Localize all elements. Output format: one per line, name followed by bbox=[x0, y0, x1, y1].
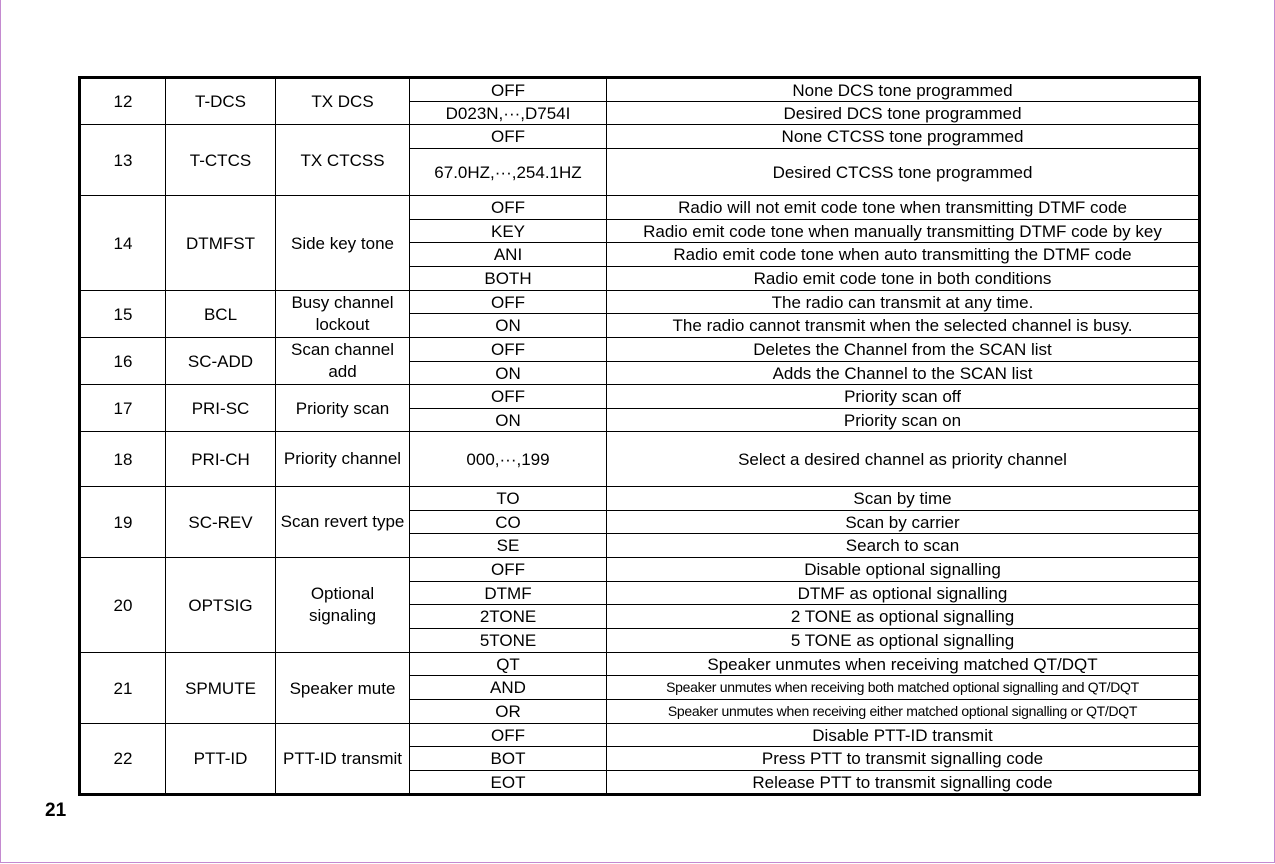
option-description: Deletes the Channel from the SCAN list bbox=[607, 338, 1200, 362]
menu-function: Optional signaling bbox=[276, 558, 410, 653]
menu-code: PTT-ID bbox=[166, 724, 276, 795]
menu-function: Priority channel bbox=[276, 432, 410, 487]
option-description: Radio will not emit code tone when transmitting DTMF code bbox=[607, 196, 1200, 220]
option-value: OFF bbox=[410, 338, 607, 362]
option-description: Disable optional signalling bbox=[607, 558, 1200, 582]
menu-function: Scan channel add bbox=[276, 338, 410, 385]
menu-number: 12 bbox=[80, 78, 166, 125]
option-description: Radio emit code tone when manually transmitting DTMF code by key bbox=[607, 220, 1200, 243]
menu-code: SC-ADD bbox=[166, 338, 276, 385]
option-description: Speaker unmutes when receiving matched QT/DQT bbox=[607, 653, 1200, 676]
menu-number: 17 bbox=[80, 385, 166, 432]
menu-code: OPTSIG bbox=[166, 558, 276, 653]
option-description: Radio emit code tone in both conditions bbox=[607, 267, 1200, 291]
menu-function: TX DCS bbox=[276, 78, 410, 125]
menu-number: 19 bbox=[80, 487, 166, 558]
menu-number: 16 bbox=[80, 338, 166, 385]
menu-number: 21 bbox=[80, 653, 166, 724]
menu-number: 15 bbox=[80, 291, 166, 338]
option-description: Priority scan off bbox=[607, 385, 1200, 409]
option-description: DTMF as optional signalling bbox=[607, 582, 1200, 605]
table-row bbox=[80, 196, 1200, 220]
option-value: TO bbox=[410, 487, 607, 511]
option-description: Scan by carrier bbox=[607, 511, 1200, 534]
menu-function: TX CTCSS bbox=[276, 125, 410, 196]
option-description: 2 TONE as optional signalling bbox=[607, 605, 1200, 629]
menu-code: SPMUTE bbox=[166, 653, 276, 724]
option-description: Adds the Channel to the SCAN list bbox=[607, 362, 1200, 385]
menu-code: DTMFST bbox=[166, 196, 276, 291]
option-value: 2TONE bbox=[410, 605, 607, 629]
menu-table-body bbox=[80, 78, 1200, 795]
option-description: Release PTT to transmit signalling code bbox=[607, 771, 1200, 795]
option-value: KEY bbox=[410, 220, 607, 243]
menu-number: 13 bbox=[80, 125, 166, 196]
table-row bbox=[80, 487, 1200, 511]
menu-code: SC-REV bbox=[166, 487, 276, 558]
option-value: ON bbox=[410, 314, 607, 338]
menu-number: 14 bbox=[80, 196, 166, 291]
table-row bbox=[80, 338, 1200, 362]
option-value: 5TONE bbox=[410, 629, 607, 653]
option-value: OFF bbox=[410, 385, 607, 409]
menu-code: PRI-CH bbox=[166, 432, 276, 487]
menu-function: Speaker mute bbox=[276, 653, 410, 724]
table-row bbox=[80, 432, 1200, 487]
menu-code: T-DCS bbox=[166, 78, 276, 125]
option-value: OFF bbox=[410, 558, 607, 582]
option-description: None CTCSS tone programmed bbox=[607, 125, 1200, 149]
table-row bbox=[80, 724, 1200, 747]
table-row bbox=[80, 78, 1200, 102]
option-value: CO bbox=[410, 511, 607, 534]
option-value: AND bbox=[410, 676, 607, 700]
menu-code: PRI-SC bbox=[166, 385, 276, 432]
option-description: Desired DCS tone programmed bbox=[607, 102, 1200, 125]
option-description: Speaker unmutes when receiving both matched optional signalling and QT/DQT bbox=[607, 676, 1200, 700]
table-row bbox=[80, 125, 1200, 149]
option-value: ON bbox=[410, 362, 607, 385]
option-value: BOT bbox=[410, 747, 607, 771]
option-description: The radio cannot transmit when the selected channel is busy. bbox=[607, 314, 1200, 338]
option-value: OFF bbox=[410, 196, 607, 220]
option-description: Select a desired channel as priority channel bbox=[607, 432, 1200, 487]
option-value: EOT bbox=[410, 771, 607, 795]
menu-function: Scan revert type bbox=[276, 487, 410, 558]
option-value: D023N,···,D754I bbox=[410, 102, 607, 125]
option-value: OFF bbox=[410, 291, 607, 314]
option-value: ON bbox=[410, 409, 607, 432]
option-description: None DCS tone programmed bbox=[607, 78, 1200, 102]
menu-code: T-CTCS bbox=[166, 125, 276, 196]
option-description: Desired CTCSS tone programmed bbox=[607, 149, 1200, 196]
option-value: QT bbox=[410, 653, 607, 676]
option-description: Speaker unmutes when receiving either matched optional signalling or QT/DQT bbox=[607, 700, 1200, 724]
option-value: DTMF bbox=[410, 582, 607, 605]
option-value: OFF bbox=[410, 125, 607, 149]
option-description: Press PTT to transmit signalling code bbox=[607, 747, 1200, 771]
menu-function: Priority scan bbox=[276, 385, 410, 432]
option-value: OR bbox=[410, 700, 607, 724]
menu-number: 22 bbox=[80, 724, 166, 795]
menu-function: PTT-ID transmit bbox=[276, 724, 410, 795]
option-description: The radio can transmit at any time. bbox=[607, 291, 1200, 314]
option-description: Search to scan bbox=[607, 534, 1200, 558]
page-number: 21 bbox=[45, 800, 67, 821]
option-description: 5 TONE as optional signalling bbox=[607, 629, 1200, 653]
table-row bbox=[80, 291, 1200, 314]
option-description: Radio emit code tone when auto transmitting the DTMF code bbox=[607, 243, 1200, 267]
option-description: Disable PTT-ID transmit bbox=[607, 724, 1200, 747]
option-value: BOTH bbox=[410, 267, 607, 291]
table-row bbox=[80, 558, 1200, 582]
menu-function: Busy channel lockout bbox=[276, 291, 410, 338]
menu-settings-table bbox=[78, 76, 1201, 796]
option-value: OFF bbox=[410, 78, 607, 102]
option-description: Priority scan on bbox=[607, 409, 1200, 432]
menu-code: BCL bbox=[166, 291, 276, 338]
table-row bbox=[80, 653, 1200, 676]
option-description: Scan by time bbox=[607, 487, 1200, 511]
option-value: SE bbox=[410, 534, 607, 558]
option-value: 000,···,199 bbox=[410, 432, 607, 487]
option-value: OFF bbox=[410, 724, 607, 747]
menu-function: Side key tone bbox=[276, 196, 410, 291]
menu-number: 18 bbox=[80, 432, 166, 487]
menu-number: 20 bbox=[80, 558, 166, 653]
table-row bbox=[80, 385, 1200, 409]
option-value: ANI bbox=[410, 243, 607, 267]
option-value: 67.0HZ,···,254.1HZ bbox=[410, 149, 607, 196]
